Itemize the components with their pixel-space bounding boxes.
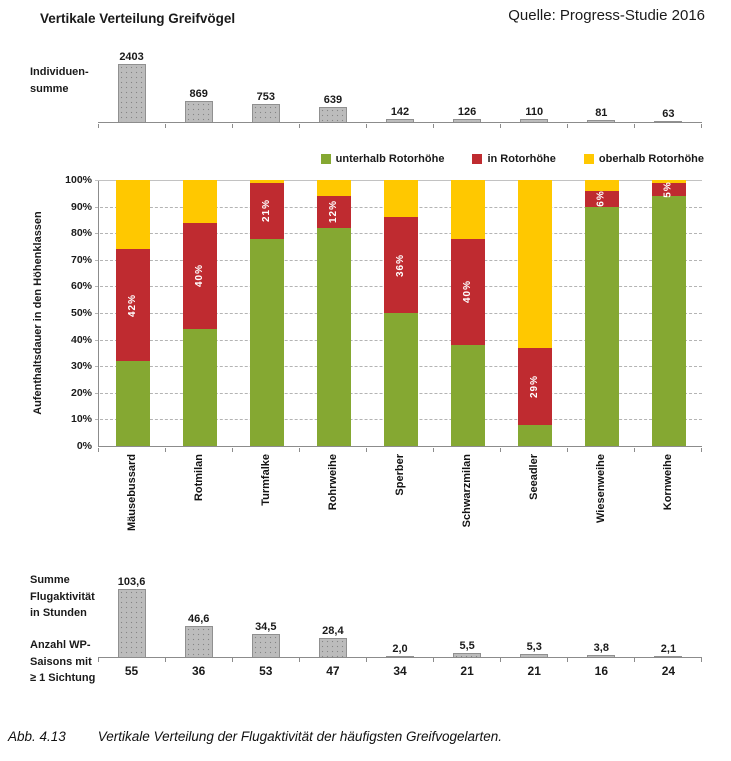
axis-tick (166, 448, 233, 452)
category-label: Sperber (393, 454, 406, 496)
category-label-slot (98, 454, 165, 550)
axis-tick (166, 124, 233, 128)
bar-slot (98, 576, 165, 657)
bar-value-label: 142 (390, 105, 410, 118)
category-label: Kornweihe (662, 454, 675, 511)
category-label-slot (232, 454, 299, 550)
axis-tick (98, 124, 166, 128)
y-tick-label: 40% (70, 333, 92, 346)
stacked-bar (250, 180, 284, 446)
y-tick-label: 50% (70, 307, 92, 319)
bar-slot (98, 48, 165, 122)
bar-slot (299, 48, 366, 122)
segment-at-rotor (518, 348, 552, 425)
axis-tick (233, 124, 300, 128)
bar-slot (635, 576, 702, 657)
segment-below-rotor (585, 207, 619, 446)
legend-swatch-yellow (584, 154, 594, 164)
bar-value-label: 81 (595, 107, 608, 119)
axis-tick (568, 658, 635, 662)
stacked-bar-slot (501, 180, 568, 446)
individuensumme-bar (654, 121, 682, 123)
bar-slot (232, 576, 299, 657)
legend-item (321, 153, 445, 165)
bar-value-label: 639 (323, 93, 343, 106)
bar-value-label: 3,8 (593, 641, 609, 654)
segment-at-rotor (451, 239, 485, 345)
axis-tick (501, 448, 568, 452)
individuals-chart (98, 48, 702, 123)
flight-activity-axis-ticks (98, 658, 702, 662)
legend-item (584, 153, 704, 165)
wp-seasons-row-label (30, 637, 95, 687)
category-label: Rohrweihe (326, 454, 339, 511)
bar-value-label: 5,3 (526, 640, 542, 653)
bar-slot (434, 576, 501, 657)
individuensumme-bar (118, 64, 146, 122)
stacked-bar (585, 180, 619, 446)
wp-seasons-value: 47 (326, 664, 340, 678)
bar-value-label: 2,1 (660, 642, 677, 655)
individuensumme-bar (252, 104, 280, 122)
bar-value-label: 34,5 (255, 621, 277, 634)
wp-seasons-value: 21 (527, 664, 541, 678)
y-tick-label: 100% (65, 174, 92, 186)
stacked-axis-ticks (98, 448, 702, 452)
individuensumme-bar (319, 107, 347, 122)
wp-seasons-value: 36 (191, 664, 206, 678)
wp-seasons-value: 24 (661, 664, 676, 678)
stacked-bar-slot (568, 180, 635, 446)
legend-item (472, 153, 555, 165)
y-tick-label: 90% (70, 200, 92, 213)
y-tick-label: 0% (76, 440, 92, 452)
axis-tick (501, 124, 568, 128)
stacked-bar (116, 180, 150, 446)
stacked-chart-plot (98, 180, 702, 447)
category-labels (98, 454, 702, 550)
segment-at-rotor (250, 183, 284, 239)
segment-percent-label: 40% (193, 264, 205, 288)
stacked-bar-slot (300, 180, 367, 446)
category-label-slot (366, 454, 433, 550)
segment-at-rotor (116, 249, 150, 361)
axis-tick (367, 448, 434, 452)
axis-tick (300, 658, 367, 662)
category-label: Turmfalke (259, 454, 272, 506)
category-label-slot (568, 454, 635, 550)
category-label: Rotmilan (192, 454, 205, 502)
stacked-bar (317, 180, 351, 446)
bar-slot (165, 48, 232, 122)
row-label-line: Summe (30, 574, 70, 586)
y-axis-title: Aufenthaltsdauer in den Höhenklassen (32, 211, 44, 415)
segment-percent-label: 40% (461, 280, 473, 304)
individuals-axis-ticks (98, 124, 702, 128)
row-label-line: Saisons mit (30, 655, 92, 668)
segment-percent-label: 42% (126, 293, 138, 317)
y-tick-label: 30% (70, 360, 92, 373)
segment-at-rotor (183, 223, 217, 329)
y-tick-label: 10% (70, 413, 92, 426)
segment-above-rotor (518, 180, 552, 348)
bar-value-label: 103,6 (117, 576, 146, 588)
legend (0, 153, 704, 165)
segment-percent-label: 29% (528, 374, 540, 398)
axis-tick (98, 658, 166, 662)
bar-slot (232, 48, 299, 122)
wp-seasons-values (98, 664, 702, 678)
bar-value-label: 126 (457, 106, 477, 118)
y-tick-label: 60% (70, 280, 92, 293)
wp-seasons-value: 16 (594, 664, 608, 678)
segment-percent-label: 6% (595, 190, 607, 207)
segment-below-rotor (183, 329, 217, 446)
axis-tick (300, 448, 367, 452)
y-axis-tick-labels (0, 174, 92, 452)
wp-seasons-value: 55 (124, 664, 139, 678)
axis-tick (166, 658, 233, 662)
row-label-line: ≥ 1 Sichtung (30, 672, 96, 684)
axis-tick (434, 124, 501, 128)
segment-above-rotor (585, 180, 619, 191)
flugaktivitaet-bar (654, 656, 682, 657)
flight-activity-row-label (30, 572, 95, 622)
segment-above-rotor (183, 180, 217, 223)
row-label-line: Individuen- (30, 66, 89, 78)
axis-tick (635, 124, 702, 128)
bar-value-label: 753 (256, 90, 275, 103)
segment-above-rotor (451, 180, 485, 239)
segment-at-rotor (384, 217, 418, 313)
flight-activity-chart (98, 576, 702, 658)
legend-swatch-green (321, 154, 331, 164)
axis-tick (635, 448, 702, 452)
stacked-bar-slot (367, 180, 434, 446)
segment-below-rotor (384, 313, 418, 446)
axis-tick (233, 658, 300, 662)
flugaktivitaet-bar (520, 654, 548, 658)
flugaktivitaet-bar (252, 634, 280, 657)
stacked-bar-slot (233, 180, 300, 446)
legend-swatch-red (472, 154, 482, 164)
flugaktivitaet-bar (386, 656, 414, 657)
legend-label: in Rotorhöhe (487, 153, 556, 165)
y-tick-label: 20% (70, 386, 92, 399)
bar-value-label: 2,0 (392, 642, 408, 655)
bar-slot (501, 576, 568, 657)
bar-value-label: 5,5 (459, 640, 475, 653)
segment-percent-label: 21% (260, 199, 272, 223)
segment-below-rotor (652, 196, 686, 446)
row-label-line: Anzahl WP- (30, 639, 91, 651)
segment-at-rotor (652, 183, 686, 196)
axis-tick (501, 658, 568, 662)
wp-seasons-value: 21 (460, 664, 474, 678)
legend-label: oberhalb Rotorhöhe (598, 153, 704, 165)
y-tick-label: 80% (70, 227, 92, 240)
bar-slot (366, 48, 433, 122)
axis-tick (367, 124, 434, 128)
stacked-bar (451, 180, 485, 446)
stacked-bar (183, 180, 217, 446)
segment-above-rotor (384, 180, 418, 217)
bar-slot (165, 576, 232, 657)
caption-number: Abb. 4.13 (8, 729, 66, 744)
category-label-slot (434, 454, 501, 550)
individuals-bars (98, 48, 702, 122)
axis-tick (568, 448, 635, 452)
bar-slot (299, 576, 366, 657)
segment-below-rotor (250, 239, 284, 446)
bar-slot (501, 48, 568, 122)
bar-value-label: 28,4 (322, 625, 344, 638)
category-label: Wiesenweihe (595, 454, 608, 523)
bar-slot (568, 48, 635, 122)
segment-below-rotor (317, 228, 351, 446)
segment-percent-label: 5% (662, 181, 674, 198)
bar-slot (568, 576, 635, 657)
flugaktivitaet-bar (319, 638, 347, 657)
category-label-slot (635, 454, 702, 550)
flugaktivitaet-bar (587, 655, 615, 658)
bar-value-label: 110 (525, 106, 544, 119)
wp-seasons-value: 34 (393, 664, 407, 678)
bar-slot (635, 48, 702, 122)
flugaktivitaet-bar (118, 589, 146, 657)
figure-title: Vertikale Verteilung Greifvögel (40, 11, 236, 26)
individuals-row-label (30, 64, 89, 97)
stacked-bar (518, 180, 552, 446)
bar-slot (434, 48, 501, 122)
stacked-bar-slot (166, 180, 233, 446)
stacked-bar-slot (99, 180, 166, 446)
figure-caption (8, 729, 502, 744)
stacked-bars (99, 180, 702, 446)
stacked-bar-slot (635, 180, 702, 446)
segment-at-rotor (317, 196, 351, 228)
bar-value-label: 2403 (119, 51, 144, 63)
segment-above-rotor (317, 180, 351, 196)
flight-activity-bars (98, 576, 702, 657)
category-label: Mäusebussard (125, 454, 138, 532)
y-tick-label: 70% (70, 253, 92, 266)
bar-slot (366, 576, 433, 657)
row-label-line: summe (30, 82, 69, 95)
axis-tick (568, 124, 635, 128)
axis-tick (635, 658, 702, 662)
segment-below-rotor (451, 345, 485, 446)
axis-tick (434, 658, 501, 662)
segment-below-rotor (518, 425, 552, 446)
bar-value-label: 63 (662, 107, 675, 120)
axis-tick (98, 448, 166, 452)
category-label-slot (165, 454, 232, 550)
flugaktivitaet-bar (185, 626, 213, 657)
segment-at-rotor (585, 191, 619, 207)
category-label: Seeadler (528, 454, 541, 500)
axis-tick (300, 124, 367, 128)
source-label: Quelle: Progress-Studie 2016 (508, 7, 705, 24)
bar-value-label: 869 (189, 88, 208, 100)
individuensumme-bar (453, 119, 481, 122)
individuensumme-bar (520, 119, 548, 122)
wp-seasons-value: 53 (259, 664, 273, 678)
axis-tick (434, 448, 501, 452)
stacked-bar (652, 180, 686, 446)
stacked-bar-slot (434, 180, 501, 446)
stacked-bar (384, 180, 418, 446)
axis-tick (367, 658, 434, 662)
individuensumme-bar (185, 101, 213, 122)
segment-below-rotor (116, 361, 150, 446)
legend-label: unterhalb Rotorhöhe (335, 153, 445, 165)
segment-above-rotor (116, 180, 150, 249)
category-label-slot (501, 454, 568, 550)
segment-percent-label: 12% (327, 200, 339, 224)
row-label-line: Flugaktivität (30, 590, 95, 603)
category-label-slot (299, 454, 366, 550)
caption-text: Vertikale Verteilung der Flugaktivität der häufigsten Greifvogelarten. (97, 729, 503, 744)
individuensumme-bar (386, 119, 414, 122)
category-label: Schwarzmilan (461, 454, 474, 528)
segment-percent-label: 36% (394, 253, 406, 277)
axis-tick (233, 448, 300, 452)
individuensumme-bar (587, 120, 615, 122)
bar-value-label: 46,6 (187, 613, 210, 626)
row-label-line: in Stunden (30, 607, 87, 619)
flugaktivitaet-bar (453, 653, 481, 657)
